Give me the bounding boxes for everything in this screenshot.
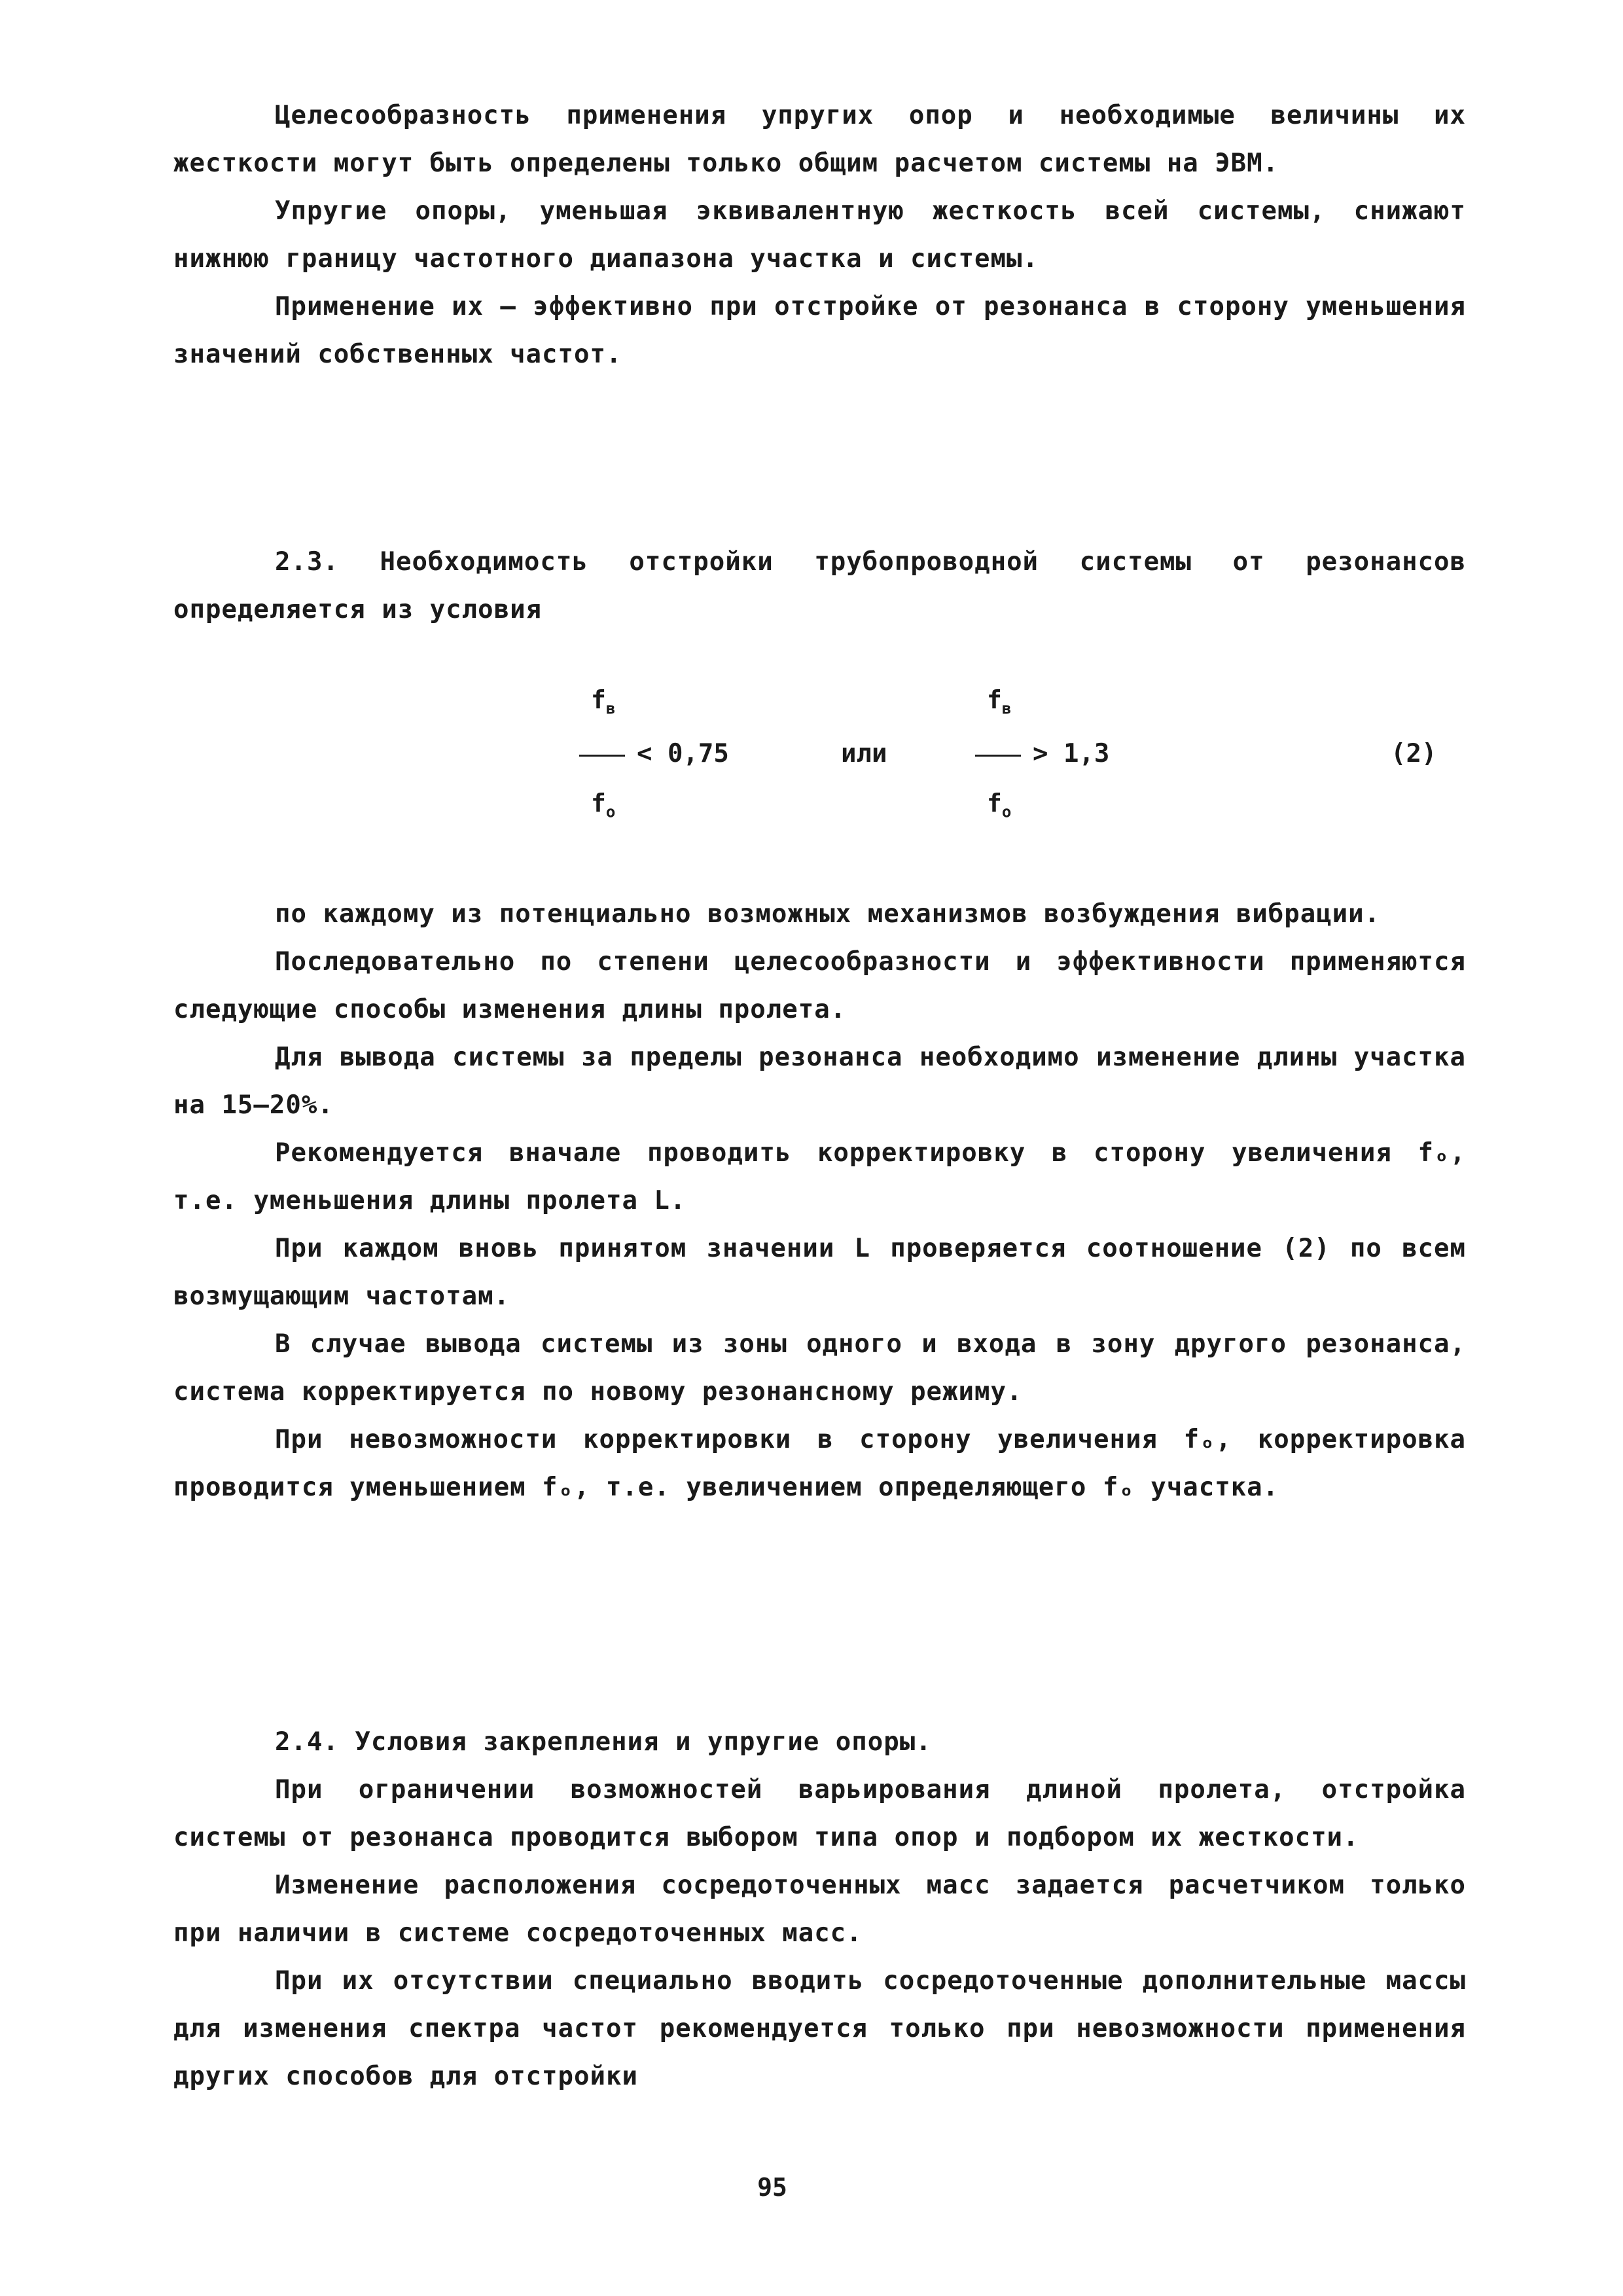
- section-2-3-block: [173, 538, 1466, 634]
- section-heading-2-3: 2.3. Необходимость отстройки трубопроводной системы от резонансов определяется из условия: [173, 547, 1466, 624]
- left-denominator: $f_о$: [591, 789, 616, 821]
- right-denominator: $f_о$: [987, 789, 1012, 821]
- paragraph: Применение их – эффективно при отстройке от резонанса в сторону уменьшения значений собственных частот.: [173, 292, 1466, 369]
- section-2-4-block: [173, 1718, 1466, 2100]
- right-fraction-bar: [975, 755, 1021, 757]
- paragraph: В случае вывода системы из зоны одного и входа в зону другого резонанса, система корректируется по новому резонансному режиму.: [173, 1329, 1466, 1407]
- section-heading-2-4: 2.4. Условия закрепления и упругие опоры.: [275, 1727, 932, 1757]
- right-numerator: $f_в$: [987, 685, 1012, 718]
- page-number: 95: [757, 2173, 787, 2202]
- formula-connector: или: [841, 739, 887, 768]
- paragraph: При их отсутствии специально вводить сосредоточенные дополнительные массы для изменения спектра частот рекомендуется только при невозможности применения других способов для отстройки: [173, 1966, 1466, 2091]
- paragraph: Изменение расположения сосредоточенных масс задается расчетчиком только при наличии в системе сосредоточенных масс.: [173, 1871, 1466, 1948]
- paragraph: Рекомендуется вначале проводить корректировку в сторону увеличения fₒ, т.е. уменьшения длины пролета L.: [173, 1138, 1466, 1215]
- paragraph: При невозможности корректировки в сторону увеличения fₒ, корректировка проводится уменьшением fₒ, т.е. увеличением определяющего fₒ участка.: [173, 1425, 1466, 1502]
- left-relation: < 0,75: [637, 739, 729, 768]
- left-fraction-bar: [579, 755, 625, 757]
- resonance-block: [173, 890, 1466, 1511]
- intro-block: [173, 92, 1466, 378]
- paragraph: При каждом вновь принятом значении L проверяется соотношение (2) по всем возмущающим частотам.: [173, 1234, 1466, 1311]
- paragraph: При ограничении возможностей варьирования длиной пролета, отстройка системы от резонанса проводится выбором типа опор и подбором их жесткости.: [173, 1775, 1466, 1852]
- left-numerator: $f_в$: [591, 685, 616, 718]
- formula-number: (2): [1391, 739, 1437, 768]
- formula-2: [173, 684, 1466, 841]
- right-relation: > 1,3: [1033, 739, 1110, 768]
- paragraph: Последовательно по степени целесообразности и эффективности применяются следующие способы изменения длины пролета.: [173, 947, 1466, 1024]
- paragraph: Для вывода системы за пределы резонанса необходимо изменение длины участка на 15–20%.: [173, 1043, 1466, 1120]
- paragraph: по каждому из потенциально возможных механизмов возбуждения вибрации.: [275, 899, 1381, 929]
- paragraph: Упругие опоры, уменьшая эквивалентную жесткость всей системы, снижают нижнюю границу частотного диапазона участка и системы.: [173, 196, 1466, 274]
- paragraph: Целесообразность применения упругих опор и необходимые величины их жесткости могут быть определены только общим расчетом системы на ЭВМ.: [173, 101, 1466, 178]
